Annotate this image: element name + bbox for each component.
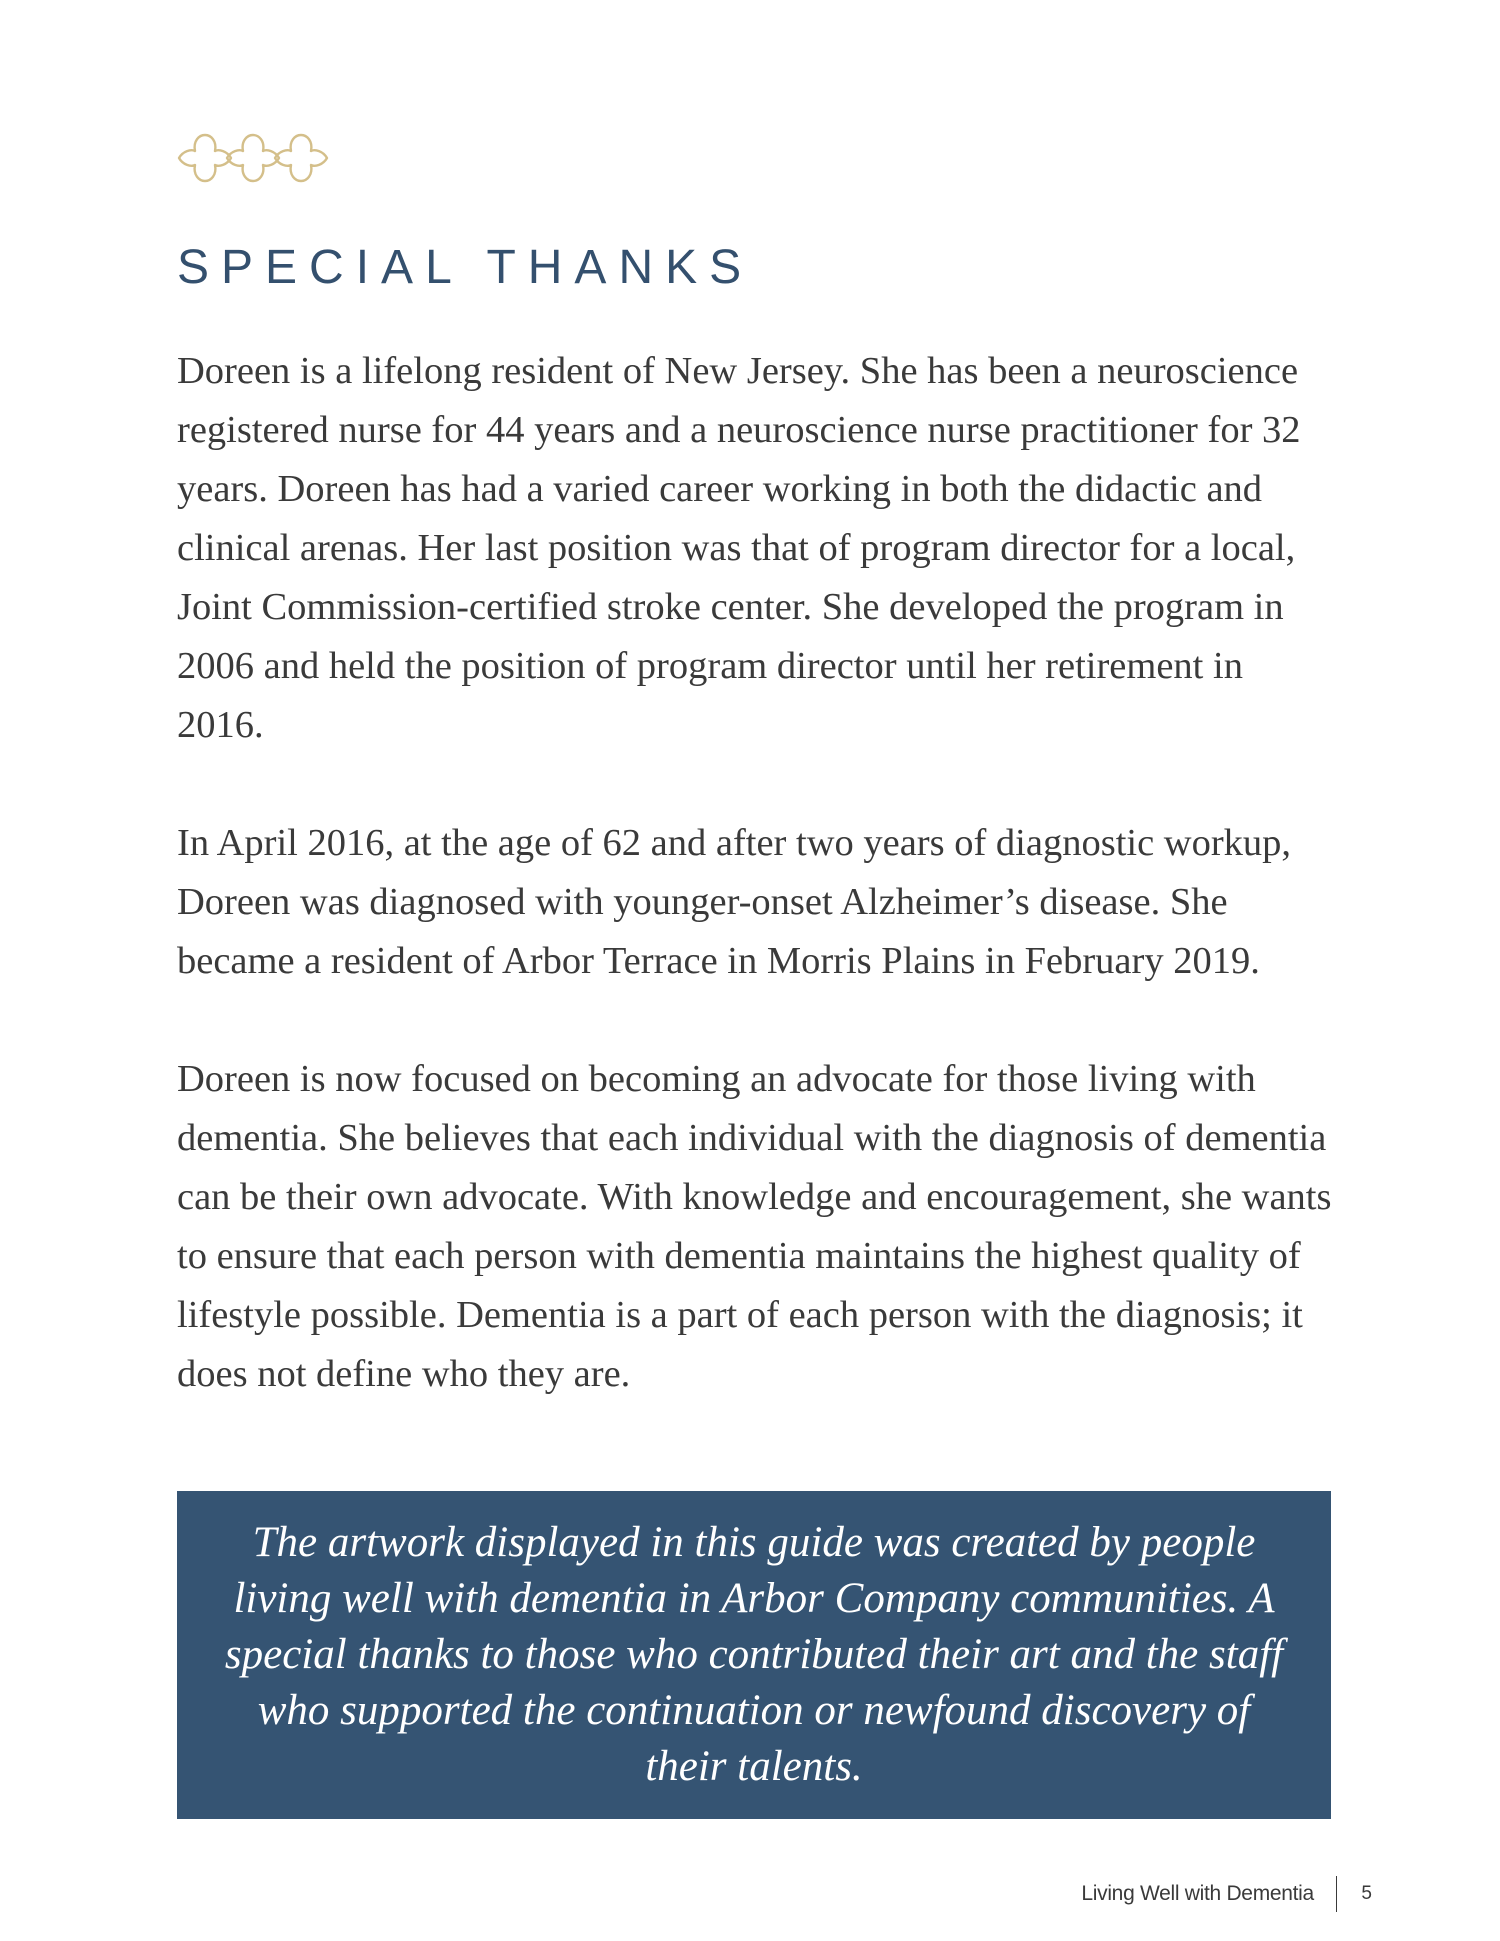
paragraph-advocacy: Doreen is now focused on becoming an advocate for those living with dementia. She believes that each individual with the diagnosis of dementia can be their own advocate. With knowledge and encouragement, she wants to ensure that each person with dementia maintains the highest quality of lifestyle possible. Dementia is a part of each person with the diagnosis; it does not define who they are. (177, 1058, 1332, 1395)
artwork-callout-box (177, 1491, 1331, 1819)
paragraph-career: Doreen is a lifelong resident of New Jersey. She has been a neuroscience registered nurse for 44 years and a neuroscience nurse practitioner for 32 years. Doreen has had a varied career working in both the didactic and clinical arenas. Her last position was that of program director for a local, Joint Commission-certified stroke center. She developed the program in 2006 and held the position of program director until her retirement in 2016. (177, 350, 1301, 746)
footer-divider (1336, 1876, 1338, 1912)
trefoil-scallop-ornament-icon (175, 127, 335, 189)
page-footer (1081, 1876, 1372, 1912)
footer-title: Living Well with Dementia (1081, 1882, 1314, 1905)
paragraph-diagnosis: In April 2016, at the age of 62 and after two years of diagnostic workup, Doreen was diagnosed with younger-onset Alzheimer’s disease. She became a resident of Arbor Terrace in Morris Plains in February 2019. (177, 822, 1292, 982)
page-number: 5 (1361, 1883, 1372, 1904)
artwork-callout-text: The artwork displayed in this guide was created by people living well with dementia in Arbor Company communities. A special thanks to those who contributed their art and the staff who supported the continuation or newfound discovery of their talents. (224, 1519, 1284, 1790)
page-title: SPECIAL THANKS (177, 241, 754, 294)
body-text (177, 342, 1337, 1404)
